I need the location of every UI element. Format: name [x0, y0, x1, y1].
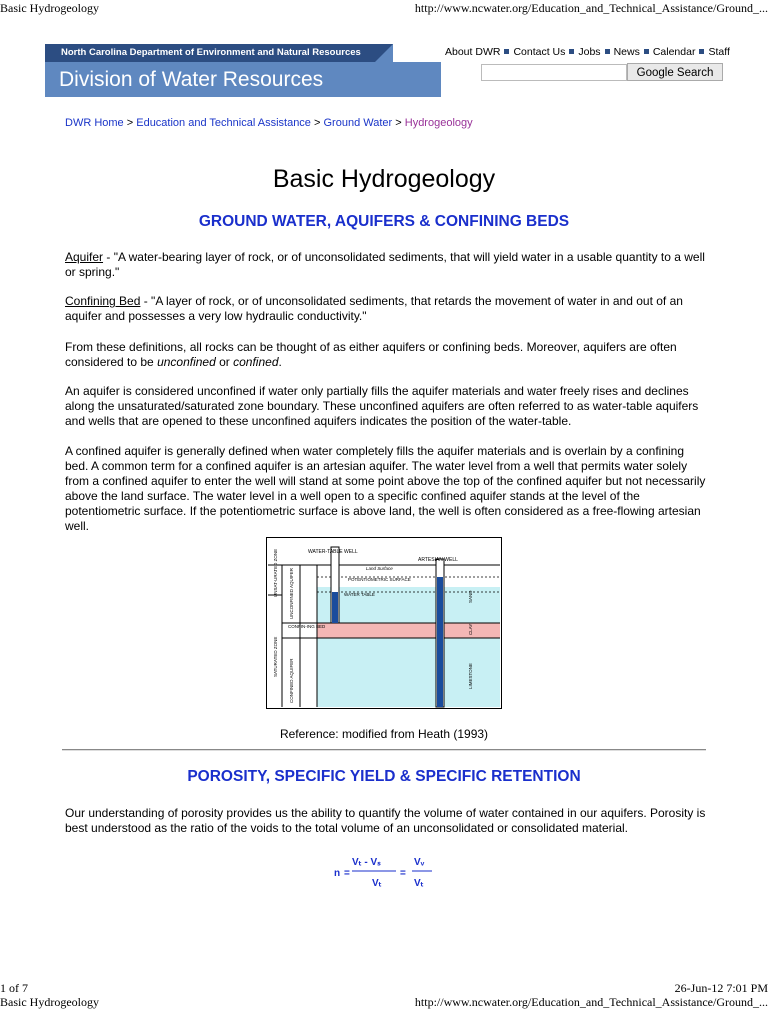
confining-bed-term: Confining Bed: [65, 294, 141, 308]
unconfined-paragraph: An aquifer is considered unconfined if water only partially fills the aquifer materials and water freely rises and declines along the unsaturated/saturated zone boundary. These unconfined aquifers are often referred to as water-table aquifers and wells that are opened to these unconfined aquifers indicates the position of the water-table.: [65, 384, 699, 428]
figure-caption: Reference: modified from Heath (1993): [279, 727, 489, 741]
term-confined: confined: [233, 355, 279, 369]
google-search-button[interactable]: Google Search: [627, 63, 723, 81]
label-land-surface: Land Surface: [366, 566, 393, 571]
label-potentiometric-surface: POTENTIOMETRIC SURFACE: [348, 577, 411, 582]
print-header-title: Basic Hydrogeology: [0, 1, 99, 15]
formula-numerator-2: Vᵥ: [414, 857, 425, 868]
label-sand: SAND: [468, 590, 473, 603]
division-name: Division of Water Resources: [45, 62, 441, 97]
section-heading-porosity: POROSITY, SPECIFIC YIELD & SPECIFIC RETENTION: [187, 768, 581, 785]
formula-lhs: n: [334, 868, 341, 879]
formula-equals: =: [400, 868, 406, 879]
nav-news[interactable]: News: [613, 46, 640, 58]
aquifer-term: Aquifer: [65, 250, 104, 264]
print-footer-page: 1 of 7: [0, 981, 28, 995]
porosity-paragraph: Our understanding of porosity provides us the ability to quantify the volume of water contained in our aquifers. Porosity is best understood as the ratio of the voids to the total volume of an unconsolidated or consolidated material.: [65, 806, 706, 835]
label-water-table-well: WATER-TABLE WELL: [308, 549, 358, 555]
label-artesian-well: ARTESIAN WELL: [418, 557, 458, 563]
water-table-well-water: [332, 592, 338, 623]
formula-denominator-2: Vₜ: [414, 878, 424, 889]
confining-bed-definition-text: - "A layer of rock, or of unconsolidated sediments, that retards the movement of water in and out of an aquifer and possesses a very low hydraulic conductivity.": [65, 294, 683, 323]
aquifer-diagram: [266, 537, 502, 709]
breadcrumb-separator: >: [395, 117, 402, 129]
breadcrumb-dwr-home[interactable]: DWR Home: [65, 117, 124, 129]
nav-calendar[interactable]: Calendar: [652, 46, 696, 58]
print-header-url: http://www.ncwater.org/Education_and_Technical_Assistance/Ground_...: [414, 1, 768, 15]
confined-paragraph: A confined aquifer is generally defined when water completely fills the aquifer materials and is overlain by a confining bed. A common term for a confined aquifer is an artesian aquifer. The water level from a well that permits water solely from a confined aquifer to enter the well will stand at some point above the top of the confined aquifer but not necessarily above the land surface. The water level in a well open to a specific confined aquifer stands at the level of the potentiometric surface. If the potentiometric surface is above land, the well is often considered as a free-flowing artesian well.: [65, 444, 706, 533]
label-water-table: WATER TABLE: [344, 592, 375, 597]
label-saturated-zone: SATURATED ZONE: [273, 636, 278, 677]
aquifer-definition-text: - "A water-bearing layer of rock, or of unconsolidated sediments, that will yield water in a usable quantity to a well or spring.": [65, 250, 705, 279]
formula-equals: =: [344, 868, 350, 879]
section-divider: [62, 749, 706, 751]
department-name: North Carolina Department of Environment and Natural Resources: [45, 44, 385, 62]
artesian-well-water: [437, 577, 443, 707]
label-limestone: LIMESTONE: [468, 663, 473, 689]
search-input[interactable]: [481, 64, 627, 81]
breadcrumb-separator: >: [314, 117, 321, 129]
breadcrumb-education[interactable]: Education and Technical Assistance: [136, 117, 311, 129]
print-footer-datetime: 26-Jun-12 7:01 PM: [674, 981, 768, 995]
breadcrumb-ground-water[interactable]: Ground Water: [323, 117, 393, 129]
paragraph-text: .: [278, 355, 282, 369]
page-title: Basic Hydrogeology: [272, 165, 496, 193]
nav-about-dwr[interactable]: About DWR: [445, 46, 501, 58]
square-bullet-icon: [504, 49, 509, 54]
formula-numerator-1: Vₜ - Vₛ: [352, 857, 381, 868]
label-unsaturated-zone: UNSAT-URATED ZONE: [273, 548, 278, 597]
section-heading-aquifers: GROUND WATER, AQUIFERS & CONFINING BEDS: [198, 213, 570, 230]
print-footer-title: Basic Hydrogeology: [0, 995, 99, 1009]
definitions-paragraph: [65, 340, 710, 370]
label-confined-aquifer: CONFINED AQUIFER: [289, 658, 294, 703]
top-nav: [445, 46, 730, 58]
nav-staff[interactable]: Staff: [708, 46, 730, 58]
nav-jobs[interactable]: Jobs: [578, 46, 601, 58]
nav-contact-us[interactable]: Contact Us: [513, 46, 566, 58]
breadcrumb-current: Hydrogeology: [404, 117, 473, 129]
porosity-formula: [332, 853, 437, 891]
square-bullet-icon: [569, 49, 574, 54]
paragraph-text: From these definitions, all rocks can be thought of as either aquifers or confining beds. Moreover, aquifers are often considered to be: [65, 340, 677, 369]
label-clay: CLAY: [468, 623, 473, 635]
square-bullet-icon: [605, 49, 610, 54]
print-footer-url: http://www.ncwater.org/Education_and_Technical_Assistance/Ground_...: [414, 995, 768, 1009]
aquifer-definition: [65, 250, 710, 280]
formula-group: [334, 857, 425, 889]
label-unconfined-aquifer: UNCONFINED AQUIFER: [289, 567, 294, 619]
square-bullet-icon: [644, 49, 649, 54]
banner-diagonal: [375, 44, 393, 62]
breadcrumb-separator: >: [126, 117, 134, 129]
formula-denominator-1: Vₜ: [372, 878, 382, 889]
breadcrumb: [65, 117, 473, 129]
confining-bed-definition: [65, 294, 710, 324]
term-unconfined: unconfined: [157, 355, 216, 369]
dwr-banner[interactable]: [45, 44, 441, 97]
label-confining-bed: CONFIN-ING BED: [288, 624, 326, 629]
square-bullet-icon: [699, 49, 704, 54]
paragraph-text: or: [215, 355, 234, 369]
